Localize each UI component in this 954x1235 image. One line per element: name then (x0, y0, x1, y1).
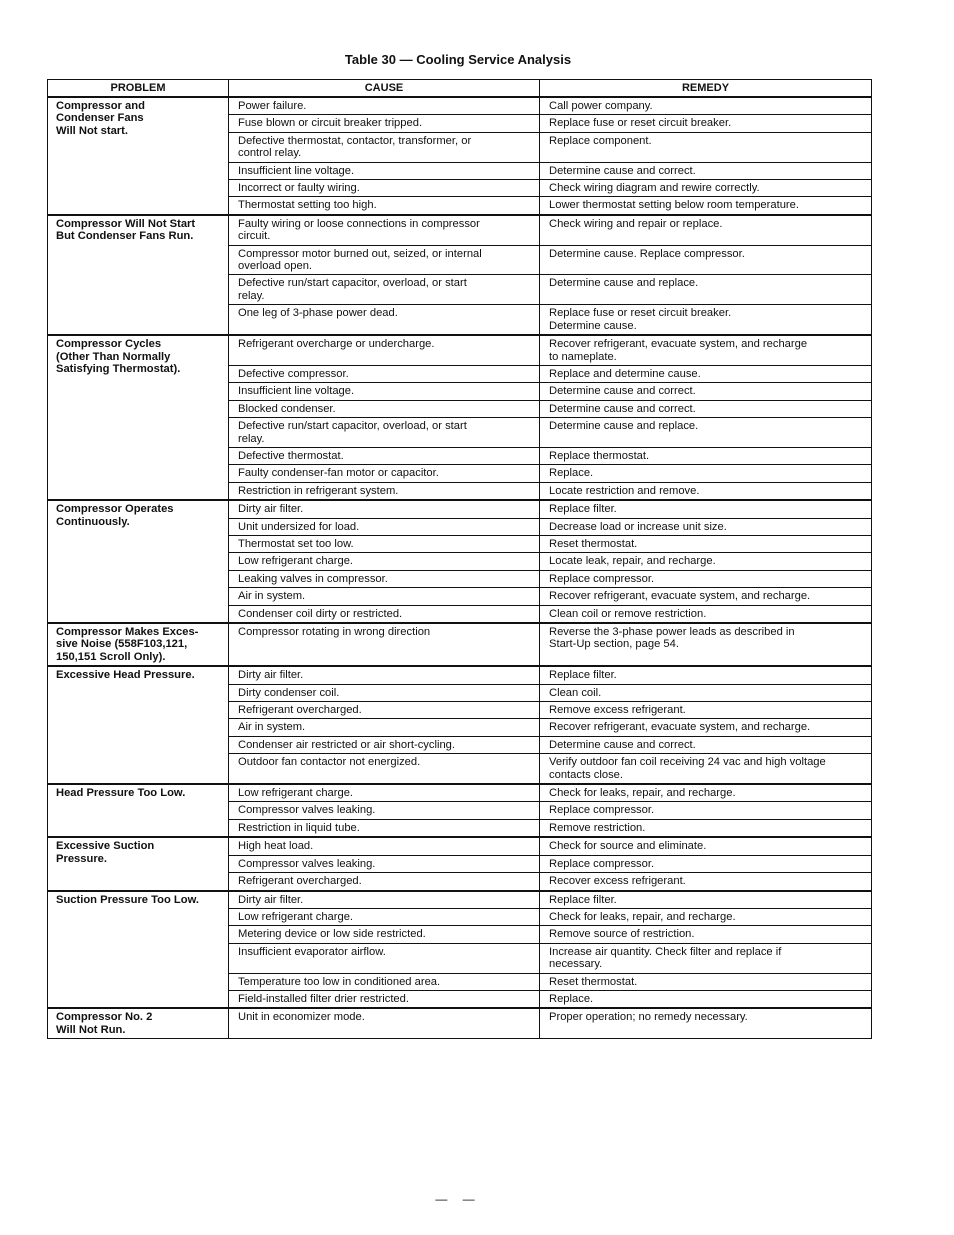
remedy-cell: Locate leak, repair, and recharge. (540, 553, 872, 570)
cause-cell: Insufficient line voltage. (229, 162, 540, 179)
header-remedy: REMEDY (540, 80, 872, 98)
remedy-cell: Proper operation; no remedy necessary. (540, 1008, 872, 1038)
cause-cell: High heat load. (229, 837, 540, 855)
problem-cell: Compressor Operates Continuously. (48, 500, 229, 623)
remedy-cell: Replace fuse or reset circuit breaker. (540, 115, 872, 132)
remedy-cell: Replace thermostat. (540, 447, 872, 464)
cause-cell: Compressor motor burned out, seized, or internal overload open. (229, 245, 540, 275)
problem-group (48, 623, 872, 666)
remedy-cell: Locate restriction and remove. (540, 482, 872, 500)
remedy-cell: Replace filter. (540, 891, 872, 909)
remedy-cell: Recover excess refrigerant. (540, 873, 872, 891)
cause-cell: Defective thermostat. (229, 447, 540, 464)
remedy-cell: Reset thermostat. (540, 973, 872, 990)
cause-cell: Dirty air filter. (229, 666, 540, 684)
problem-group (48, 666, 872, 784)
table-row (48, 666, 872, 684)
remedy-cell: Determine cause and correct. (540, 162, 872, 179)
problem-cell: Suction Pressure Too Low. (48, 891, 229, 1009)
table-row (48, 215, 872, 245)
cause-cell: Dirty condenser coil. (229, 684, 540, 701)
remedy-cell: Verify outdoor fan coil receiving 24 vac and high voltage contacts close. (540, 754, 872, 784)
remedy-cell: Replace filter. (540, 666, 872, 684)
cause-cell: Air in system. (229, 588, 540, 605)
cause-cell: Leaking valves in compressor. (229, 570, 540, 587)
remedy-cell: Recover refrigerant, evacuate system, and recharge. (540, 719, 872, 736)
cause-cell: One leg of 3-phase power dead. (229, 305, 540, 335)
remedy-cell: Clean coil or remove restriction. (540, 605, 872, 623)
cause-cell: Low refrigerant charge. (229, 908, 540, 925)
cause-cell: Air in system. (229, 719, 540, 736)
cause-cell: Defective run/start capacitor, overload, or start relay. (229, 418, 540, 448)
table-row (48, 1008, 872, 1038)
cause-cell: Unit in economizer mode. (229, 1008, 540, 1038)
remedy-cell: Reset thermostat. (540, 535, 872, 552)
cause-cell: Refrigerant overcharged. (229, 702, 540, 719)
table-title: Table 30 — Cooling Service Analysis (344, 52, 572, 67)
cause-cell: Condenser air restricted or air short-cycling. (229, 736, 540, 753)
remedy-cell: Increase air quantity. Check filter and replace if necessary. (540, 943, 872, 973)
problem-cell: Head Pressure Too Low. (48, 784, 229, 837)
cause-cell: Defective thermostat, contactor, transformer, or control relay. (229, 132, 540, 162)
table-row (48, 500, 872, 518)
remedy-cell: Replace compressor. (540, 570, 872, 587)
table-row (48, 97, 872, 115)
problem-group (48, 335, 872, 500)
remedy-cell: Replace compressor. (540, 802, 872, 819)
problem-group (48, 500, 872, 623)
cause-cell: Dirty air filter. (229, 500, 540, 518)
problem-group (48, 837, 872, 890)
remedy-cell: Check wiring diagram and rewire correctly. (540, 180, 872, 197)
cooling-service-analysis-table (47, 79, 872, 1039)
remedy-cell: Check for leaks, repair, and recharge. (540, 908, 872, 925)
cause-cell: Field-installed filter drier restricted. (229, 990, 540, 1008)
remedy-cell: Replace filter. (540, 500, 872, 518)
cause-cell: Fuse blown or circuit breaker tripped. (229, 115, 540, 132)
remedy-cell: Replace fuse or reset circuit breaker. Determine cause. (540, 305, 872, 335)
problem-group (48, 784, 872, 837)
cause-cell: Restriction in refrigerant system. (229, 482, 540, 500)
cause-cell: Restriction in liquid tube. (229, 819, 540, 837)
problem-group (48, 215, 872, 335)
header-problem: PROBLEM (48, 80, 229, 98)
cause-cell: Faulty condenser-fan motor or capacitor. (229, 465, 540, 482)
page-folio: — — (435, 1192, 481, 1206)
remedy-cell: Check for leaks, repair, and recharge. (540, 784, 872, 802)
cause-cell: Insufficient evaporator airflow. (229, 943, 540, 973)
table-row (48, 623, 872, 666)
remedy-cell: Recover refrigerant, evacuate system, and recharge to nameplate. (540, 335, 872, 365)
problem-cell: Compressor Cycles (Other Than Normally Satisfying Thermostat). (48, 335, 229, 500)
cause-cell: Thermostat setting too high. (229, 197, 540, 215)
cause-cell: Outdoor fan contactor not energized. (229, 754, 540, 784)
cause-cell: Faulty wiring or loose connections in compressor circuit. (229, 215, 540, 245)
cause-cell: Thermostat set too low. (229, 535, 540, 552)
remedy-cell: Replace. (540, 990, 872, 1008)
cause-cell: Metering device or low side restricted. (229, 926, 540, 943)
cause-cell: Refrigerant overcharged. (229, 873, 540, 891)
cause-cell: Compressor valves leaking. (229, 802, 540, 819)
cause-cell: Defective compressor. (229, 365, 540, 382)
remedy-cell: Remove source of restriction. (540, 926, 872, 943)
remedy-cell: Reverse the 3-phase power leads as described in Start-Up section, page 54. (540, 623, 872, 666)
table-row (48, 837, 872, 855)
problem-cell: Compressor and Condenser Fans Will Not start. (48, 97, 229, 215)
cause-cell: Power failure. (229, 97, 540, 115)
remedy-cell: Determine cause and correct. (540, 400, 872, 417)
problem-cell: Compressor No. 2 Will Not Run. (48, 1008, 229, 1038)
table-header (48, 80, 872, 98)
remedy-cell: Lower thermostat setting below room temperature. (540, 197, 872, 215)
remedy-cell: Replace and determine cause. (540, 365, 872, 382)
remedy-cell: Remove restriction. (540, 819, 872, 837)
remedy-cell: Remove excess refrigerant. (540, 702, 872, 719)
remedy-cell: Determine cause and correct. (540, 736, 872, 753)
cause-cell: Insufficient line voltage. (229, 383, 540, 400)
remedy-cell: Recover refrigerant, evacuate system, and recharge. (540, 588, 872, 605)
table-row (48, 784, 872, 802)
remedy-cell: Replace compressor. (540, 855, 872, 872)
cause-cell: Compressor valves leaking. (229, 855, 540, 872)
cause-cell: Dirty air filter. (229, 891, 540, 909)
remedy-cell: Determine cause. Replace compressor. (540, 245, 872, 275)
cause-cell: Compressor rotating in wrong direction (229, 623, 540, 666)
problem-group (48, 97, 872, 215)
cause-cell: Condenser coil dirty or restricted. (229, 605, 540, 623)
problem-cell: Compressor Will Not Start But Condenser Fans Run. (48, 215, 229, 335)
remedy-cell: Determine cause and correct. (540, 383, 872, 400)
table-row (48, 335, 872, 365)
cause-cell: Incorrect or faulty wiring. (229, 180, 540, 197)
cause-cell: Unit undersized for load. (229, 518, 540, 535)
problem-cell: Excessive Suction Pressure. (48, 837, 229, 890)
cause-cell: Refrigerant overcharge or undercharge. (229, 335, 540, 365)
cause-cell: Low refrigerant charge. (229, 784, 540, 802)
remedy-cell: Determine cause and replace. (540, 275, 872, 305)
remedy-cell: Check for source and eliminate. (540, 837, 872, 855)
remedy-cell: Replace. (540, 465, 872, 482)
remedy-cell: Call power company. (540, 97, 872, 115)
cause-cell: Temperature too low in conditioned area. (229, 973, 540, 990)
header-cause: CAUSE (229, 80, 540, 98)
cause-cell: Low refrigerant charge. (229, 553, 540, 570)
problem-cell: Excessive Head Pressure. (48, 666, 229, 784)
problem-cell: Compressor Makes Exces- sive Noise (558F103,121, 150,151 Scroll Only). (48, 623, 229, 666)
problem-group (48, 1008, 872, 1038)
remedy-cell: Clean coil. (540, 684, 872, 701)
remedy-cell: Check wiring and repair or replace. (540, 215, 872, 245)
cause-cell: Defective run/start capacitor, overload, or start relay. (229, 275, 540, 305)
remedy-cell: Replace component. (540, 132, 872, 162)
problem-group (48, 891, 872, 1009)
remedy-cell: Decrease load or increase unit size. (540, 518, 872, 535)
table-row (48, 891, 872, 909)
cause-cell: Blocked condenser. (229, 400, 540, 417)
remedy-cell: Determine cause and replace. (540, 418, 872, 448)
